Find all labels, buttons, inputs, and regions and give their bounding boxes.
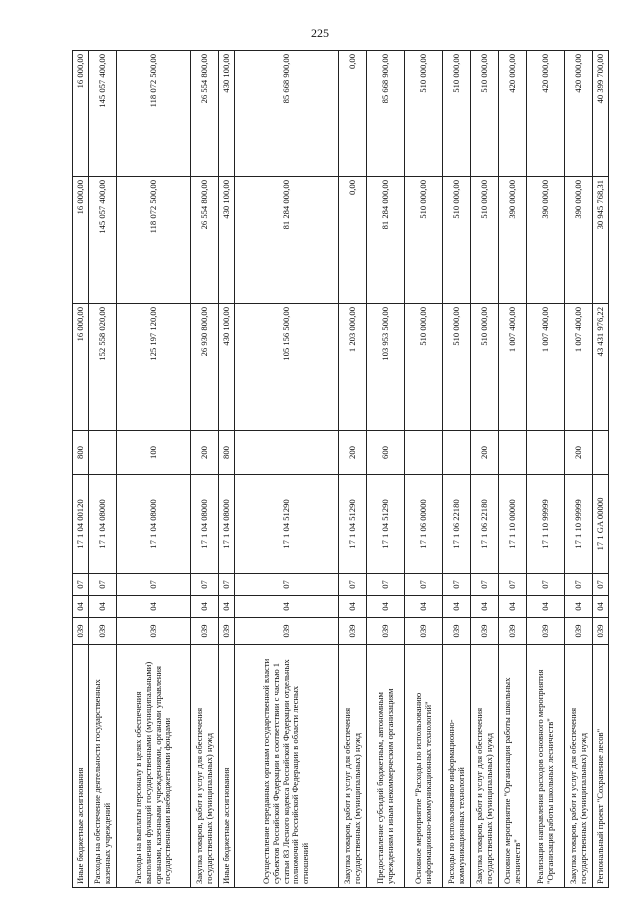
table-row <box>443 51 471 888</box>
row-name: Иные бюджетные ассигнования <box>73 645 89 888</box>
article-code: 17 1 04 51290 <box>339 475 367 574</box>
amount-year-2: 30 945 768,31 <box>593 177 609 304</box>
amount-year-2: 16 000,00 <box>73 177 89 304</box>
article-code: 17 1 10 99999 <box>565 475 593 574</box>
section-code: 04 <box>527 596 565 618</box>
row-name: Основное мероприятие "Организация работы школьных лесничеств" <box>499 645 527 888</box>
row-name: Осуществление переданных органам государственной власти субъектов Российской Федерации в соответствии с частью 1 статьи 83 Лесного кодекса Российской Федерации отдельных полномочий Российской Федерации в области лесных отношений <box>235 645 339 888</box>
section-code: 04 <box>117 596 191 618</box>
admin-code: 039 <box>499 618 527 645</box>
article-code: 17 1 06 22180 <box>443 475 471 574</box>
section-code: 04 <box>405 596 443 618</box>
amount-year-3: 420 000,00 <box>499 51 527 177</box>
article-code: 17 1 04 00120 <box>73 475 89 574</box>
expense-type-code <box>235 431 339 475</box>
amount-year-1: 510 000,00 <box>471 304 499 431</box>
amount-year-1: 16 000,00 <box>73 304 89 431</box>
subsection-code: 07 <box>565 574 593 596</box>
expense-type-code: 200 <box>191 431 219 475</box>
amount-year-3: 510 000,00 <box>443 51 471 177</box>
row-name: Региональный проект "Сохранение лесов" <box>593 645 609 888</box>
expense-type-code <box>499 431 527 475</box>
amount-year-3: 430 100,00 <box>219 51 235 177</box>
amount-year-1: 26 930 800,00 <box>191 304 219 431</box>
row-name: Расходы по использованию информационно-коммуникационных технологий <box>443 645 471 888</box>
admin-code: 039 <box>565 618 593 645</box>
section-code: 04 <box>565 596 593 618</box>
row-name: Закупка товаров, работ и услуг для обеспечения государственных (муниципальных) нужд <box>339 645 367 888</box>
amount-year-1: 1 007 400,00 <box>565 304 593 431</box>
table-row <box>117 51 191 888</box>
amount-year-1: 1 007 400,00 <box>527 304 565 431</box>
section-code: 04 <box>89 596 117 618</box>
table-row <box>219 51 235 888</box>
subsection-code: 07 <box>367 574 405 596</box>
section-code: 04 <box>235 596 339 618</box>
table-row <box>89 51 117 888</box>
article-code: 17 1 10 99999 <box>527 475 565 574</box>
section-code: 04 <box>367 596 405 618</box>
subsection-code: 07 <box>117 574 191 596</box>
table-row <box>471 51 499 888</box>
table-row <box>499 51 527 888</box>
amount-year-2: 510 000,00 <box>471 177 499 304</box>
table-row <box>405 51 443 888</box>
amount-year-1: 43 431 976,22 <box>593 304 609 431</box>
amount-year-1: 103 953 500,00 <box>367 304 405 431</box>
amount-year-2: 510 000,00 <box>443 177 471 304</box>
article-code: 17 1 04 51290 <box>235 475 339 574</box>
expense-type-code: 800 <box>219 431 235 475</box>
article-code: 17 1 04 08000 <box>117 475 191 574</box>
subsection-code: 07 <box>527 574 565 596</box>
section-code: 04 <box>443 596 471 618</box>
table-row <box>339 51 367 888</box>
amount-year-1: 125 197 120,00 <box>117 304 191 431</box>
expense-type-code <box>527 431 565 475</box>
subsection-code: 07 <box>443 574 471 596</box>
admin-code: 039 <box>443 618 471 645</box>
amount-year-3: 40 399 700,00 <box>593 51 609 177</box>
amount-year-2: 510 000,00 <box>405 177 443 304</box>
article-code: 17 1 04 08000 <box>219 475 235 574</box>
section-code: 04 <box>471 596 499 618</box>
row-name: Закупка товаров, работ и услуг для обеспечения государственных (муниципальных) нужд <box>471 645 499 888</box>
admin-code: 039 <box>89 618 117 645</box>
admin-code: 039 <box>471 618 499 645</box>
table-row <box>191 51 219 888</box>
amount-year-1: 105 156 500,00 <box>235 304 339 431</box>
admin-code: 039 <box>219 618 235 645</box>
section-code: 04 <box>73 596 89 618</box>
admin-code: 039 <box>527 618 565 645</box>
row-name: Основное мероприятие "Расходы по использованию информационно-коммуникационных технологий" <box>405 645 443 888</box>
amount-year-1: 1 007 400,00 <box>499 304 527 431</box>
subsection-code: 07 <box>405 574 443 596</box>
section-code: 04 <box>219 596 235 618</box>
subsection-code: 07 <box>339 574 367 596</box>
expense-type-code: 200 <box>471 431 499 475</box>
amount-year-2: 118 072 500,00 <box>117 177 191 304</box>
subsection-code: 07 <box>235 574 339 596</box>
amount-year-3: 145 057 400,00 <box>89 51 117 177</box>
expense-type-code <box>593 431 609 475</box>
amount-year-3: 16 000,00 <box>73 51 89 177</box>
expense-type-code: 600 <box>367 431 405 475</box>
amount-year-2: 390 000,00 <box>499 177 527 304</box>
row-name: Реализация направления расходов основного мероприятия "Организация работы школьных лесничеств" <box>527 645 565 888</box>
amount-year-2: 81 284 000,00 <box>235 177 339 304</box>
amount-year-1: 510 000,00 <box>443 304 471 431</box>
amount-year-3: 0,00 <box>339 51 367 177</box>
table-row <box>367 51 405 888</box>
amount-year-3: 85 668 900,00 <box>367 51 405 177</box>
row-name: Закупка товаров, работ и услуг для обеспечения государственных (муниципальных) нужд <box>565 645 593 888</box>
article-code: 17 1 10 00000 <box>499 475 527 574</box>
amount-year-3: 510 000,00 <box>405 51 443 177</box>
row-name: Расходы на обеспечение деятельности государственных казенных учреждений <box>89 645 117 888</box>
amount-year-3: 85 668 900,00 <box>235 51 339 177</box>
row-name: Предоставление субсидий бюджетным, автономным учреждениям и иным некоммерческим организациям <box>367 645 405 888</box>
amount-year-2: 81 284 000,00 <box>367 177 405 304</box>
article-code: 17 1 04 51290 <box>367 475 405 574</box>
amount-year-2: 0,00 <box>339 177 367 304</box>
expense-type-code: 200 <box>565 431 593 475</box>
amount-year-2: 390 000,00 <box>527 177 565 304</box>
amount-year-3: 118 072 500,00 <box>117 51 191 177</box>
amount-year-2: 145 057 400,00 <box>89 177 117 304</box>
admin-code: 039 <box>235 618 339 645</box>
admin-code: 039 <box>405 618 443 645</box>
amount-year-2: 430 100,00 <box>219 177 235 304</box>
expense-type-code <box>443 431 471 475</box>
section-code: 04 <box>191 596 219 618</box>
amount-year-3: 510 000,00 <box>471 51 499 177</box>
admin-code: 039 <box>191 618 219 645</box>
amount-year-3: 26 554 800,00 <box>191 51 219 177</box>
page-number: 225 <box>311 26 329 40</box>
subsection-code: 07 <box>593 574 609 596</box>
subsection-code: 07 <box>219 574 235 596</box>
amount-year-1: 430 100,00 <box>219 304 235 431</box>
admin-code: 039 <box>339 618 367 645</box>
table-row <box>73 51 89 888</box>
admin-code: 039 <box>73 618 89 645</box>
subsection-code: 07 <box>499 574 527 596</box>
amount-year-1: 152 558 020,00 <box>89 304 117 431</box>
section-code: 04 <box>499 596 527 618</box>
subsection-code: 07 <box>89 574 117 596</box>
admin-code: 039 <box>593 618 609 645</box>
expense-type-code <box>405 431 443 475</box>
article-code: 17 1 04 08000 <box>89 475 117 574</box>
subsection-code: 07 <box>471 574 499 596</box>
amount-year-3: 420 000,00 <box>565 51 593 177</box>
table-row <box>235 51 339 888</box>
amount-year-2: 26 554 800,00 <box>191 177 219 304</box>
article-code: 17 1 04 08000 <box>191 475 219 574</box>
amount-year-2: 390 000,00 <box>565 177 593 304</box>
row-name: Расходы на выплаты персоналу в целях обеспечения выполнения функций государственными (муниципальными) органами, казенными учреждениями, органами управления государственными внебюджетными фондами <box>117 645 191 888</box>
table-row <box>565 51 593 888</box>
rotated-table-container <box>72 51 605 888</box>
row-name: Закупка товаров, работ и услуг для обеспечения государственных (муниципальных) нужд <box>191 645 219 888</box>
amount-year-1: 510 000,00 <box>405 304 443 431</box>
section-code: 04 <box>339 596 367 618</box>
subsection-code: 07 <box>73 574 89 596</box>
row-name: Иные бюджетные ассигнования <box>219 645 235 888</box>
amount-year-1: 1 203 000,00 <box>339 304 367 431</box>
admin-code: 039 <box>117 618 191 645</box>
table-row <box>527 51 565 888</box>
expense-type-code: 100 <box>117 431 191 475</box>
table-row <box>593 51 609 888</box>
section-code: 04 <box>593 596 609 618</box>
subsection-code: 07 <box>191 574 219 596</box>
article-code: 17 1 GA 00000 <box>593 475 609 574</box>
expense-type-code: 200 <box>339 431 367 475</box>
admin-code: 039 <box>367 618 405 645</box>
article-code: 17 1 06 00000 <box>405 475 443 574</box>
expense-type-code <box>89 431 117 475</box>
expense-type-code: 800 <box>73 431 89 475</box>
budget-table <box>72 50 609 888</box>
amount-year-3: 420 000,00 <box>527 51 565 177</box>
article-code: 17 1 06 22180 <box>471 475 499 574</box>
